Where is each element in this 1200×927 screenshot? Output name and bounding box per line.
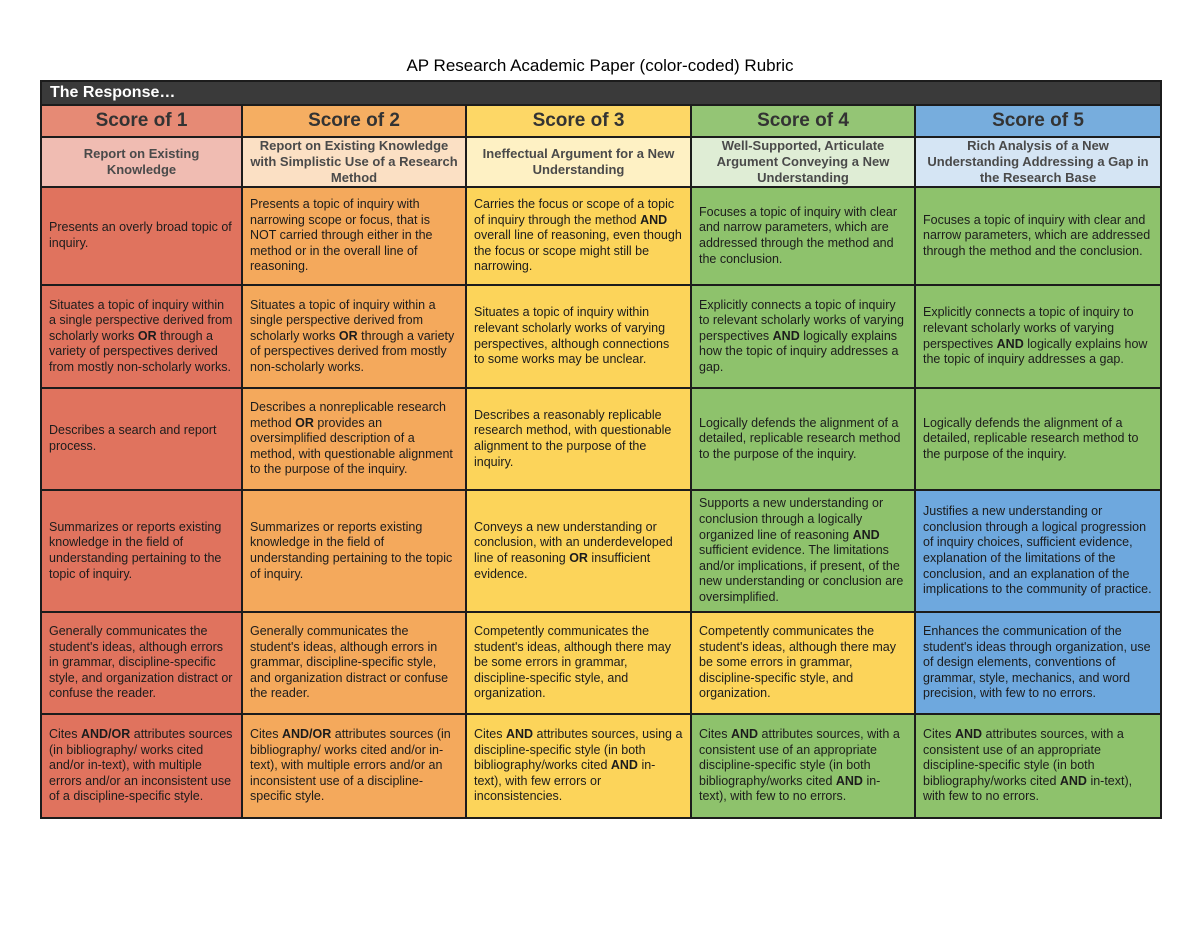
cell-text: Presents an overly broad topic of inquiry. xyxy=(49,220,232,250)
keyword-text: AND xyxy=(610,758,638,773)
cell-text: attributes sources, with a consistent use of an appropriate discipline-specific style (in both bibliography/works cited xyxy=(699,727,900,788)
cell-text: Situates a topic of inquiry within a single perspective derived from scholarly works xyxy=(250,297,436,343)
score-2-descriptor: Report on Existing Knowledge with Simplistic Use of a Research Method xyxy=(242,137,466,187)
cell-text: Enhances the communication of the student's ideas through organization, use of design elements, conventions of grammar, style, mechanics, and word precision, with few to no errors. xyxy=(923,624,1151,701)
keyword-text: AND xyxy=(640,212,668,227)
cell-text: Cites xyxy=(49,727,81,742)
score-4-header: Score of 4 xyxy=(691,105,915,137)
cell-text: Explicitly connects a topic of inquiry to relevant scholarly works of varying perspectives xyxy=(699,297,904,343)
rubric-cell-score-5 xyxy=(915,187,1161,285)
keyword-text: AND xyxy=(772,328,800,343)
criterion-row xyxy=(41,285,1161,388)
score-2-header: Score of 2 xyxy=(242,105,466,137)
cell-text: Describes a search and report process. xyxy=(49,423,217,453)
cell-text: Focuses a topic of inquiry with clear and narrow parameters, which are addressed through the method and the conclusion. xyxy=(923,212,1151,258)
cell-text: attributes sources, using a discipline-specific style (in both bibliography/works cited xyxy=(474,727,683,773)
keyword-text: OR xyxy=(569,551,588,565)
rubric-cell-score-4 xyxy=(691,388,915,490)
rubric-cell-score-2 xyxy=(242,187,466,285)
rubric-cell-score-3 xyxy=(466,285,691,388)
cell-text: Cites xyxy=(474,727,506,742)
keyword-text: OR xyxy=(338,328,358,343)
cell-text: in-text), with few to no errors. xyxy=(923,773,1133,804)
rubric-cell-score-3 xyxy=(466,612,691,714)
rubric-cell-score-1 xyxy=(41,490,242,612)
keyword-text: AND xyxy=(852,527,880,542)
rubric-cell-score-3 xyxy=(466,388,691,490)
cell-text: insufficient evidence. xyxy=(474,551,651,581)
keyword-text: AND xyxy=(1059,773,1087,788)
keyword-text: AND xyxy=(954,727,983,742)
rubric-cell-score-1 xyxy=(41,187,242,285)
cell-text: overall line of reasoning, even though the focus or scope might still be narrowing. xyxy=(474,228,682,274)
cell-text: Competently communicates the student's ideas, although there may be some errors in grammar, discipline-specific style, and organization. xyxy=(699,624,896,701)
cell-text: Summarizes or reports existing knowledge in the field of understanding pertaining to the topic of inquiry. xyxy=(49,519,222,581)
cell-text: Presents a topic of inquiry with narrowing scope or focus, that is NOT carried through either in the method or in the overall line of reasoning. xyxy=(250,197,433,274)
rubric-cell-score-3 xyxy=(466,714,691,818)
cell-text: in-text), with few errors or inconsistencies. xyxy=(474,758,656,804)
cell-text: attributes sources (in bibliography/ works cited and/or in-text), with multiple errors and/or an inconsistent use of a discipline-specific style. xyxy=(49,727,233,804)
rubric-cell-score-3 xyxy=(466,490,691,612)
criterion-row xyxy=(41,612,1161,714)
cell-text: Describes a reasonably replicable research method, with questionable alignment to the purpose of the inquiry. xyxy=(474,407,672,469)
page-title: AP Research Academic Paper (color-coded) Rubric xyxy=(406,56,794,75)
cell-text: through a variety of perspectives derived from mostly non-scholarly works. xyxy=(250,328,455,374)
rubric-cell-score-1 xyxy=(41,285,242,388)
rubric-cell-score-5 xyxy=(915,714,1161,818)
cell-text: in-text), with few to no errors. xyxy=(699,773,881,804)
keyword-text: AND xyxy=(835,773,863,788)
cell-text: Cites xyxy=(250,727,282,742)
rubric-cell-score-1 xyxy=(41,714,242,818)
rubric-cell-score-2 xyxy=(242,612,466,714)
cell-text: Conveys a new understanding or conclusion, with an underdeveloped line of reasoning xyxy=(474,519,673,565)
cell-text: provides an oversimplified description of a method, with questionable alignment to the purpose of the inquiry. xyxy=(250,415,453,477)
cell-text: Generally communicates the student's ideas, although errors in grammar, discipline-specific style, and organization distract or confuse the reader. xyxy=(250,624,449,701)
response-header: The Response… xyxy=(41,81,1161,105)
keyword-text: OR xyxy=(295,415,314,430)
cell-text: logically explains how the topic of inquiry addresses a gap. xyxy=(923,336,1148,367)
rubric-cell-score-5 xyxy=(915,388,1161,490)
cell-text: Logically defends the alignment of a detailed, replicable research method to the purpose of the inquiry. xyxy=(923,415,1139,461)
cell-text: attributes sources, with a consistent use of an appropriate discipline-specific style (in both bibliography/works cited xyxy=(923,727,1124,788)
cell-text: Cites xyxy=(699,727,731,742)
rubric-cell-score-4 xyxy=(691,285,915,388)
rubric-cell-score-1 xyxy=(41,388,242,490)
cell-text: through a variety of perspectives derived from mostly non-scholarly works. xyxy=(49,328,231,374)
response-header-row xyxy=(41,81,1161,105)
keyword-text: AND xyxy=(730,727,759,742)
score-5-descriptor: Rich Analysis of a New Understanding Addressing a Gap in the Research Base xyxy=(915,137,1161,187)
cell-text: Focuses a topic of inquiry with clear and narrow parameters, which are addressed through the method and the conclusion. xyxy=(699,204,898,266)
rubric-cell-score-3 xyxy=(466,187,691,285)
rubric-cell-score-4 xyxy=(691,187,915,285)
rubric-cell-score-2 xyxy=(242,285,466,388)
keyword-text: AND/OR xyxy=(80,727,131,742)
score-3-descriptor: Ineffectual Argument for a New Understanding xyxy=(466,137,691,187)
keyword-text: OR xyxy=(137,328,157,343)
cell-text: Competently communicates the student's ideas, although there may be some errors in grammar, discipline-specific style, and organization. xyxy=(474,624,671,701)
cell-text: logically explains how the topic of inquiry addresses a gap. xyxy=(699,328,899,374)
rubric-cell-score-5 xyxy=(915,612,1161,714)
criterion-row xyxy=(41,388,1161,490)
score-5-header: Score of 5 xyxy=(915,105,1161,137)
rubric-cell-score-2 xyxy=(242,388,466,490)
rubric-cell-score-5 xyxy=(915,285,1161,388)
cell-text: Explicitly connects a topic of inquiry to relevant scholarly works of varying perspectives xyxy=(923,305,1134,351)
cell-text: Logically defends the alignment of a detailed, replicable research method to the purpose of the inquiry. xyxy=(699,415,901,461)
rubric-cell-score-1 xyxy=(41,612,242,714)
cell-text: sufficient evidence. The limitations and/or implications, if present, of the new understanding or conclusion are oversimplified. xyxy=(699,543,904,604)
rubric-cell-score-4 xyxy=(691,714,915,818)
rubric-cell-score-2 xyxy=(242,714,466,818)
cell-text: Situates a topic of inquiry within relevant scholarly works of varying perspectives, although connections to some works may be unclear. xyxy=(474,305,670,367)
descriptor-row xyxy=(41,137,1161,187)
score-1-header: Score of 1 xyxy=(41,105,242,137)
cell-text: Justifies a new understanding or conclusion through a logical progression of inquiry choices, sufficient evidence, explanation of the limitations of the conclusion, and an explanation of the implications to the community of practice. xyxy=(923,504,1152,597)
rubric-cell-score-4 xyxy=(691,490,915,612)
keyword-text: AND/OR xyxy=(281,727,332,742)
cell-text: Supports a new understanding or conclusion through a logically organized line of reasoning xyxy=(699,496,884,542)
rubric-cell-score-4 xyxy=(691,612,915,714)
criterion-row xyxy=(41,490,1161,612)
cell-text: Generally communicates the student's ideas, although errors in grammar, discipline-specific style, and organization distract or confuse the reader. xyxy=(49,624,233,701)
cell-text: Summarizes or reports existing knowledge in the field of understanding pertaining to the topic of inquiry. xyxy=(250,519,453,581)
keyword-text: AND xyxy=(996,336,1024,351)
keyword-text: AND xyxy=(505,727,534,742)
score-4-descriptor: Well-Supported, Articulate Argument Conveying a New Understanding xyxy=(691,137,915,187)
cell-text: Situates a topic of inquiry within a single perspective derived from scholarly works xyxy=(49,297,233,343)
score-3-header: Score of 3 xyxy=(466,105,691,137)
rubric-cell-score-2 xyxy=(242,490,466,612)
criterion-row xyxy=(41,187,1161,285)
rubric-cell-score-5 xyxy=(915,490,1161,612)
score-1-descriptor: Report on Existing Knowledge xyxy=(41,137,242,187)
rubric-table xyxy=(40,80,1162,819)
score-header-row xyxy=(41,105,1161,137)
cell-text: attributes sources (in bibliography/ works cited and/or in-text), with multiple errors and/or an inconsistent use of a discipline-specific style. xyxy=(250,727,451,804)
criterion-row xyxy=(41,714,1161,818)
cell-text: Cites xyxy=(923,727,955,742)
cell-text: Carries the focus or scope of a topic of inquiry through the method xyxy=(474,197,675,227)
cell-text: Describes a nonreplicable research method xyxy=(250,400,446,430)
